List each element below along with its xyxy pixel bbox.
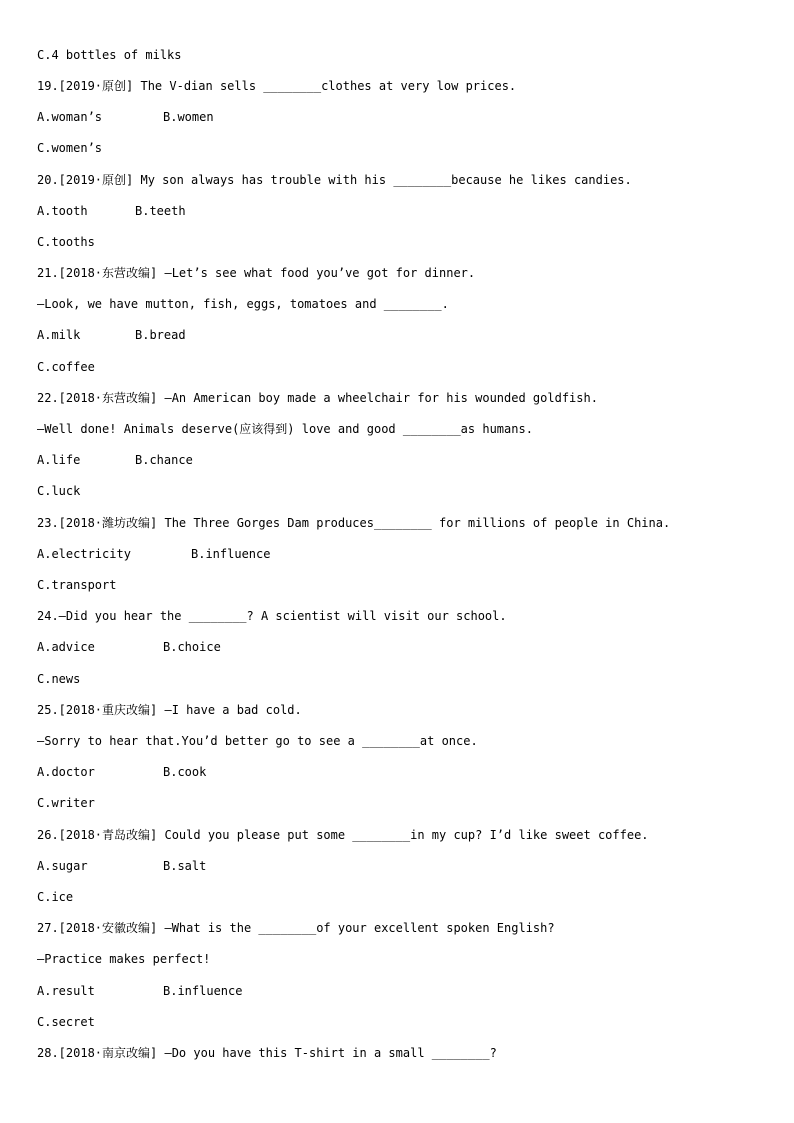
option-c-q26: C.ice xyxy=(37,890,74,904)
option-b-q24: B.choice xyxy=(163,640,221,654)
option-b-q23: B.influence xyxy=(191,547,271,561)
option-c-q25: C.writer xyxy=(37,796,95,810)
option-c-q20: C.tooths xyxy=(37,235,95,249)
question-22-response: —Well done! Animals deserve(应该得到) love and good ________as humans. xyxy=(37,422,533,436)
option-b-q19: B.women xyxy=(163,110,214,124)
option-a-q20: A.tooth xyxy=(37,204,88,218)
question-23: 23.[2018·潍坊改编] The Three Gorges Dam produces________ for millions of people in China. xyxy=(37,516,671,530)
option-c-q23: C.transport xyxy=(37,578,117,592)
question-27-response: —Practice makes perfect! xyxy=(37,952,211,966)
option-b-q22: B.chance xyxy=(135,453,193,467)
option-c-q19: C.women’s xyxy=(37,141,103,155)
question-21-response: —Look, we have mutton, fish, eggs, tomatoes and ________. xyxy=(37,297,449,311)
option-a-q21: A.milk xyxy=(37,328,81,342)
option-b-q25: B.cook xyxy=(163,765,207,779)
question-21: 21.[2018·东营改编] —Let’s see what food you’ve got for dinner. xyxy=(37,266,476,280)
option-c-q21: C.coffee xyxy=(37,360,95,374)
question-19: 19.[2019·原创] The V-dian sells ________clothes at very low prices. xyxy=(37,79,517,93)
option-c-q18: C.4 bottles of milks xyxy=(37,48,182,62)
option-a-q24: A.advice xyxy=(37,640,95,654)
question-22: 22.[2018·东营改编] —An American boy made a wheelchair for his wounded goldfish. xyxy=(37,391,598,405)
question-24: 24.—Did you hear the ________? A scientist will visit our school. xyxy=(37,609,507,623)
option-a-q26: A.sugar xyxy=(37,859,88,873)
question-28: 28.[2018·南京改编] —Do you have this T-shirt in a small ________? xyxy=(37,1046,497,1060)
option-a-q23: A.electricity xyxy=(37,547,131,561)
option-c-q24: C.news xyxy=(37,672,81,686)
option-b-q21: B.bread xyxy=(135,328,186,342)
option-b-q27: B.influence xyxy=(163,984,243,998)
option-c-q22: C.luck xyxy=(37,484,81,498)
question-26: 26.[2018·青岛改编] Could you please put some ________in my cup? I’d like sweet coffee. xyxy=(37,828,649,842)
option-c-q27: C.secret xyxy=(37,1015,95,1029)
option-b-q20: B.teeth xyxy=(135,204,186,218)
option-a-q27: A.result xyxy=(37,984,95,998)
question-20: 20.[2019·原创] My son always has trouble with his ________because he likes candies. xyxy=(37,173,632,187)
question-25-response: —Sorry to hear that.You’d better go to see a ________at once. xyxy=(37,734,478,748)
question-27: 27.[2018·安徽改编] —What is the ________of your excellent spoken English? xyxy=(37,921,555,935)
question-25: 25.[2018·重庆改编] —I have a bad cold. xyxy=(37,703,302,717)
option-a-q19: A.woman’s xyxy=(37,110,103,124)
option-b-q26: B.salt xyxy=(163,859,207,873)
option-a-q25: A.doctor xyxy=(37,765,95,779)
option-a-q22: A.life xyxy=(37,453,81,467)
